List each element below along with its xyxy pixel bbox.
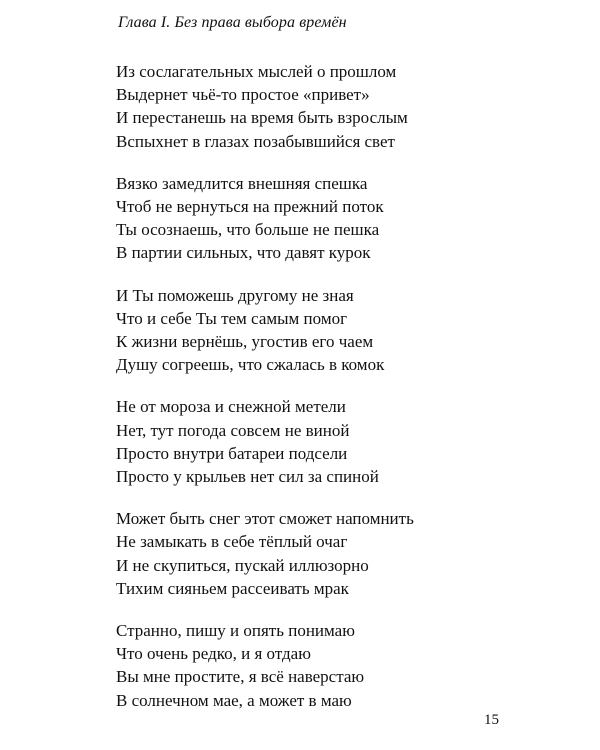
- stanza-6: [116, 619, 516, 712]
- poem-line: Выдернет чьё-то простое «привет»: [116, 85, 370, 105]
- poem-line: В партии сильных, что давят курок: [116, 243, 371, 263]
- poem-line: Тихим сияньем рассеивать мрак: [116, 578, 349, 598]
- poem-line: И не скупиться, пускай иллюзорно: [116, 555, 369, 575]
- stanza-4: [116, 395, 516, 488]
- poem-line: И перестанешь на время быть взрослым: [116, 108, 408, 128]
- poem-line: Вязко замедлится внешняя спешка: [116, 173, 368, 193]
- poem-line: Душу согреешь, что сжалась в комок: [116, 355, 385, 375]
- poem-line: Нет, тут погода совсем не виной: [116, 420, 350, 440]
- poem-line: Вы мне простите, я всё наверстаю: [116, 667, 365, 687]
- stanza-3: [116, 284, 516, 377]
- poem-line: Может быть снег этот сможет напомнить: [116, 509, 414, 529]
- poem-line: Не от мороза и снежной метели: [116, 397, 346, 417]
- poem-line: В солнечном мае, а может в маю: [116, 690, 352, 710]
- poem-line: Ты осознаешь, что больше не пешка: [116, 220, 380, 240]
- running-header: Глава I. Без права выбора времён: [118, 14, 347, 31]
- poem-line: Из сослагательных мыслей о прошлом: [116, 62, 397, 81]
- poem-line: Не замыкать в себе тёплый очаг: [116, 532, 348, 552]
- poem-line: Что очень редко, и я отдаю: [116, 644, 311, 664]
- poem-line: Просто внутри батареи подсели: [116, 443, 348, 463]
- stanza-2: [116, 172, 516, 265]
- poem-line: Просто у крыльев нет сил за спиной: [116, 467, 379, 487]
- poem-line: Вспыхнет в глазах позабывшийся свет: [116, 131, 395, 151]
- page-number: 15: [484, 712, 499, 728]
- stanza-1: [116, 60, 516, 153]
- poem: [116, 60, 516, 731]
- poem-line: К жизни вернёшь, угостив его чаем: [116, 332, 374, 352]
- poem-line: Что и себе Ты тем самым помог: [116, 308, 348, 328]
- stanza-5: [116, 507, 516, 600]
- poem-line: Странно, пишу и опять понимаю: [116, 621, 355, 641]
- poem-line: Чтоб не вернуться на прежний поток: [116, 197, 384, 217]
- poem-line: И Ты поможешь другому не зная: [116, 285, 354, 305]
